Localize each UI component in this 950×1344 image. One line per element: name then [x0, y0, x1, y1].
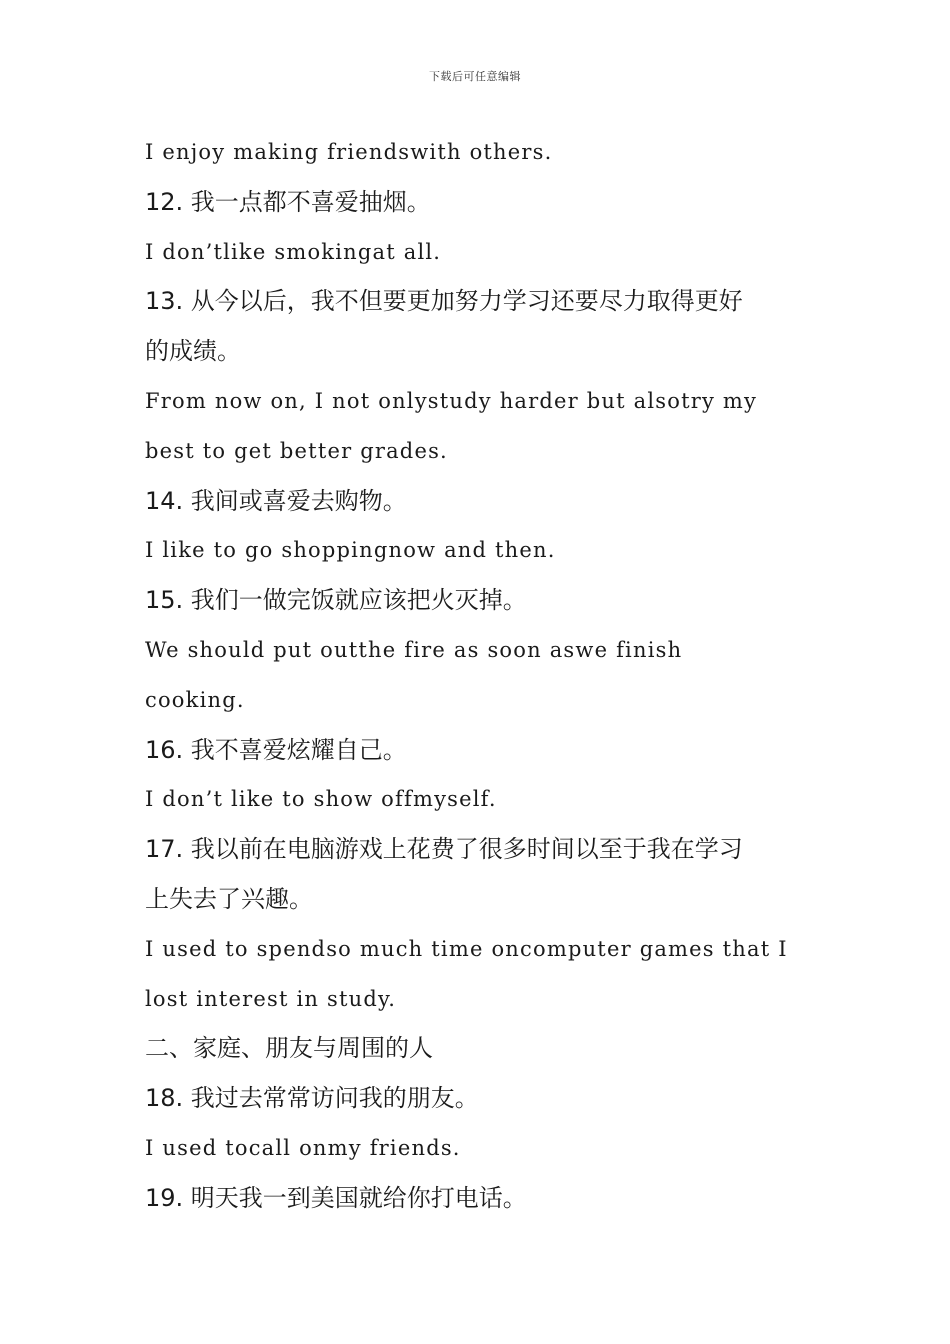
text-line-chinese: 15. 我们一做完饭就应该把火灭掉。 — [145, 586, 527, 615]
text-line-english: I don’t like to show offmyself. — [145, 787, 497, 812]
text-line-chinese: 17. 我以前在电脑游戏上花费了很多时间以至于我在学习 — [145, 835, 743, 864]
text-line-chinese: 19. 明天我一到美国就给你打电话。 — [145, 1183, 527, 1212]
text-line-chinese: 上失去了兴趣。 — [145, 884, 313, 913]
text-line-english: I used tocall onmy friends. — [145, 1135, 461, 1160]
text-line-chinese: 的成绩。 — [145, 337, 241, 366]
text-line-chinese: 16. 我不喜爱炫耀自己。 — [145, 735, 407, 764]
text-line-english: I enjoy making friendswith others. — [145, 140, 553, 164]
text-line-english: lost interest in study. — [145, 986, 397, 1011]
text-line-chinese: 18. 我过去常常访问我的朋友。 — [145, 1084, 479, 1113]
text-line-english: I don’tlike smokingat all. — [145, 239, 442, 264]
text-line-chinese: 12. 我一点都不喜爱抽烟。 — [145, 187, 431, 216]
text-line-english: We should put outthe fire as soon aswe finish — [145, 637, 683, 662]
text-line-english: cooking. — [145, 687, 245, 712]
text-line-chinese: 13. 从今以后，我不但要更加努力学习还要尽力取得更好 — [145, 287, 743, 316]
text-line-chinese: 14. 我间或喜爱去购物。 — [145, 486, 407, 515]
text-line-english: From now on, I not onlystudy harder but alsotry my — [145, 388, 758, 413]
text-line-english: best to get better grades. — [145, 438, 448, 463]
text-line-english: I like to go shoppingnow and then. — [145, 538, 556, 563]
document-body — [145, 128, 825, 1224]
text-line-english: I used to spendso much time oncomputer games that I — [145, 936, 788, 961]
page-header: 下载后可任意编辑 — [429, 70, 521, 83]
section-heading: 二、家庭、朋友与周围的人 — [145, 1034, 433, 1063]
